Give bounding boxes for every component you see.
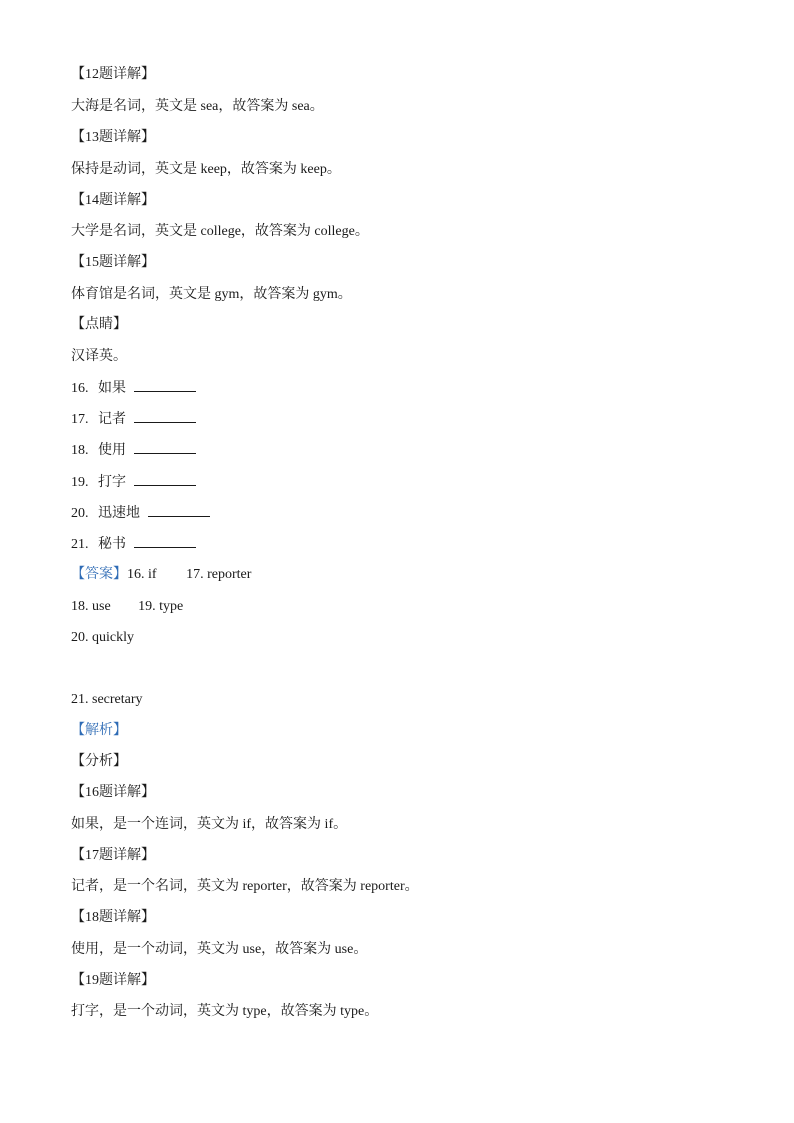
question-number: 20. — [71, 506, 89, 521]
q14-explanation-header: 【14题详解】 — [71, 193, 155, 208]
q12-explanation-header: 【12题详解】 — [71, 67, 155, 82]
answer-label: 【答案】 — [71, 567, 127, 582]
answer-line-2 — [71, 598, 183, 616]
q18-explanation-header: 【18题详解】 — [71, 910, 155, 925]
q12-explanation-text: 大海是名词，英文是 sea，故答案为 sea。 — [71, 99, 324, 114]
answer-blank[interactable] — [134, 535, 196, 548]
question-16 — [71, 379, 196, 398]
question-20 — [71, 504, 210, 523]
answer-blank[interactable] — [134, 410, 196, 423]
q19-explanation-header: 【19题详解】 — [71, 973, 155, 988]
dianjing-text: 汉译英。 — [71, 349, 127, 364]
q18-explanation-text: 使用，是一个动词，英文为 use，故答案为 use。 — [71, 942, 368, 957]
q17-explanation-header: 【17题详解】 — [71, 848, 155, 863]
question-number: 17. — [71, 412, 89, 427]
q16-explanation-text: 如果，是一个连词，英文为 if，故答案为 if。 — [71, 817, 348, 832]
answer-line-1 — [71, 566, 251, 584]
q15-explanation-text: 体育馆是名词，英文是 gym，故答案为 gym。 — [71, 287, 352, 302]
answer-19: 19. type — [138, 599, 184, 614]
question-number: 18. — [71, 443, 89, 458]
question-number: 16. — [71, 381, 89, 396]
question-18 — [71, 441, 196, 460]
answer-blank[interactable] — [148, 504, 210, 517]
answer-blank[interactable] — [134, 473, 196, 486]
question-19 — [71, 473, 196, 492]
question-number: 21. — [71, 537, 89, 552]
jiexi-header: 【解析】 — [71, 723, 127, 738]
q19-explanation-text: 打字，是一个动词，英文为 type，故答案为 type。 — [71, 1004, 379, 1019]
question-word: 秘书 — [98, 537, 126, 552]
q13-explanation-text: 保持是动词，英文是 keep，故答案为 keep。 — [71, 162, 341, 177]
question-word: 记者 — [98, 412, 126, 427]
q14-explanation-text: 大学是名词，英文是 college，故答案为 college。 — [71, 224, 369, 239]
dianjing-header: 【点睛】 — [71, 317, 127, 332]
answer-21: 21. secretary — [71, 692, 143, 707]
q17-explanation-text: 记者，是一个名词，英文为 reporter，故答案为 reporter。 — [71, 879, 419, 894]
question-word: 如果 — [98, 381, 126, 396]
q13-explanation-header: 【13题详解】 — [71, 130, 155, 145]
answer-blank[interactable] — [134, 441, 196, 454]
answer-blank[interactable] — [134, 379, 196, 392]
answer-16: 16. if — [127, 567, 157, 582]
q16-explanation-header: 【16题详解】 — [71, 785, 155, 800]
question-word: 迅速地 — [98, 506, 140, 521]
q15-explanation-header: 【15题详解】 — [71, 255, 155, 270]
answer-20: 20. quickly — [71, 630, 134, 645]
question-word: 使用 — [98, 443, 126, 458]
question-21 — [71, 535, 196, 554]
question-17 — [71, 410, 196, 429]
answer-18: 18. use — [71, 599, 111, 614]
answer-17: 17. reporter — [186, 567, 252, 582]
question-number: 19. — [71, 475, 89, 490]
fenxi-header: 【分析】 — [71, 754, 127, 769]
question-word: 打字 — [98, 475, 126, 490]
